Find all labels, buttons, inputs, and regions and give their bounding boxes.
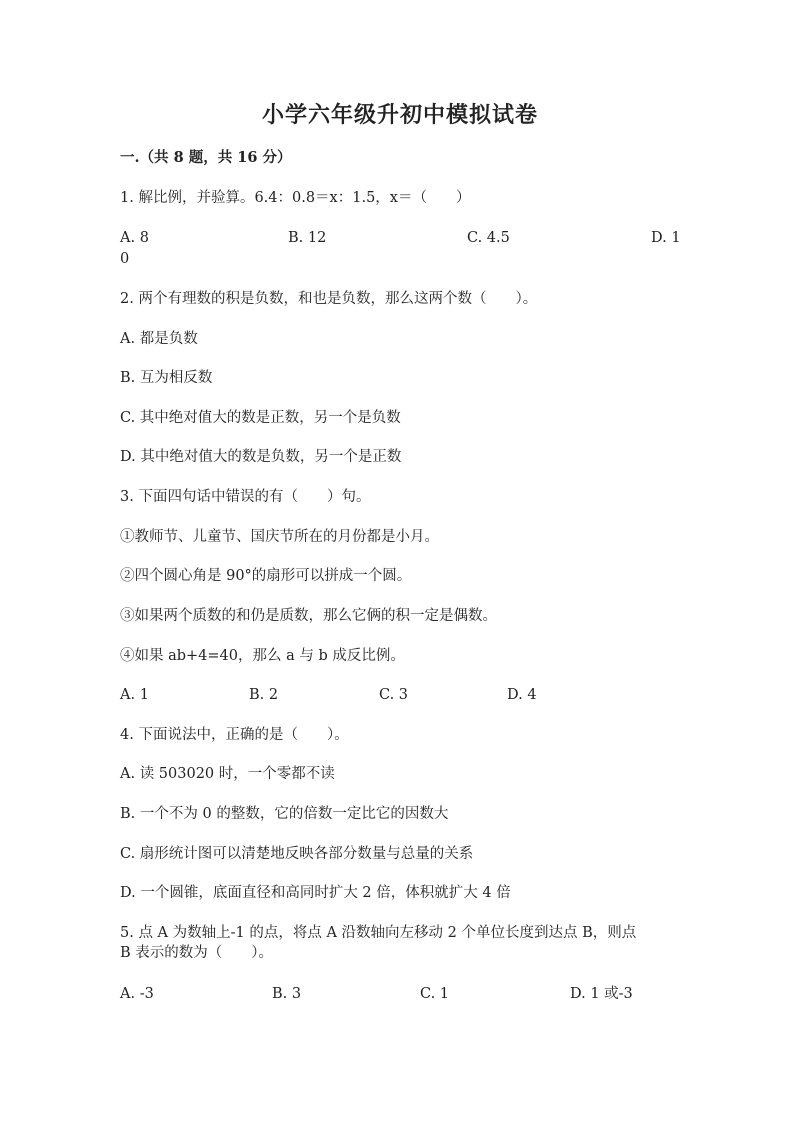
q3-option-c: C. 3 [379, 687, 409, 703]
q3-statement-4: ④如果 ab+4=40，那么 a 与 b 成反比例。 [120, 648, 405, 664]
q4-option-a: A. 读 503020 时，一个零都不读 [120, 766, 335, 782]
q3-option-b: B. 2 [249, 687, 279, 703]
page-title: 小学六年级升初中模拟试卷 [261, 102, 538, 128]
q4-option-d: D. 一个圆锥，底面直径和高同时扩大 2 倍，体积就扩大 4 倍 [120, 885, 511, 901]
q5-option-b: B. 3 [272, 986, 302, 1002]
q5-option-c: C. 1 [420, 986, 450, 1002]
q2-option-b: B. 互为相反数 [120, 370, 213, 386]
q5-option-a: A. -3 [120, 986, 154, 1002]
q3-statement-2: ②四个圆心角是 90°的扇形可以拼成一个圆。 [120, 568, 412, 584]
q2-option-a: A. 都是负数 [120, 331, 198, 347]
question-5-line-2: B 表示的数为（ ）。 [120, 945, 274, 961]
q5-option-d: D. 1 或-3 [570, 986, 633, 1002]
q3-option-a: A. 1 [120, 687, 149, 703]
question-5-line-1: 5. 点 A 为数轴上-1 的点，将点 A 沿数轴向左移动 2 个单位长度到达点 B，则点 [120, 925, 637, 941]
question-3: 3. 下面四句话中错误的有（ ）句。 [120, 489, 371, 505]
q3-statement-3: ③如果两个质数的和仍是质数，那么它俩的积一定是偶数。 [120, 608, 497, 624]
question-2: 2. 两个有理数的积是负数，和也是负数，那么这两个数（ ）。 [120, 291, 538, 307]
question-4: 4. 下面说法中，正确的是（ ）。 [120, 727, 349, 743]
q3-option-d: D. 4 [507, 687, 537, 703]
q2-option-d: D. 其中绝对值大的数是负数，另一个是正数 [120, 449, 402, 465]
q1-option-d: D. 1 [651, 230, 681, 246]
q3-statement-1: ①教师节、儿童节、国庆节所在的月份都是小月。 [120, 529, 439, 545]
q1-option-d-wrap: 0 [120, 251, 130, 267]
q1-option-a: A. 8 [120, 230, 149, 246]
q2-option-c: C. 其中绝对值大的数是正数，另一个是负数 [120, 410, 401, 426]
q1-option-b: B. 12 [288, 230, 327, 246]
section-heading: 一.（共 8 题，共 16 分） [120, 149, 292, 166]
q4-option-c: C. 扇形统计图可以清楚地反映各部分数量与总量的关系 [120, 846, 474, 862]
q1-option-c: C. 4.5 [467, 230, 510, 246]
q4-option-b: B. 一个不为 0 的整数，它的倍数一定比它的因数大 [120, 806, 449, 822]
question-1: 1. 解比例，并验算。6.4：0.8＝x：1.5，x＝（ ） [120, 190, 471, 206]
